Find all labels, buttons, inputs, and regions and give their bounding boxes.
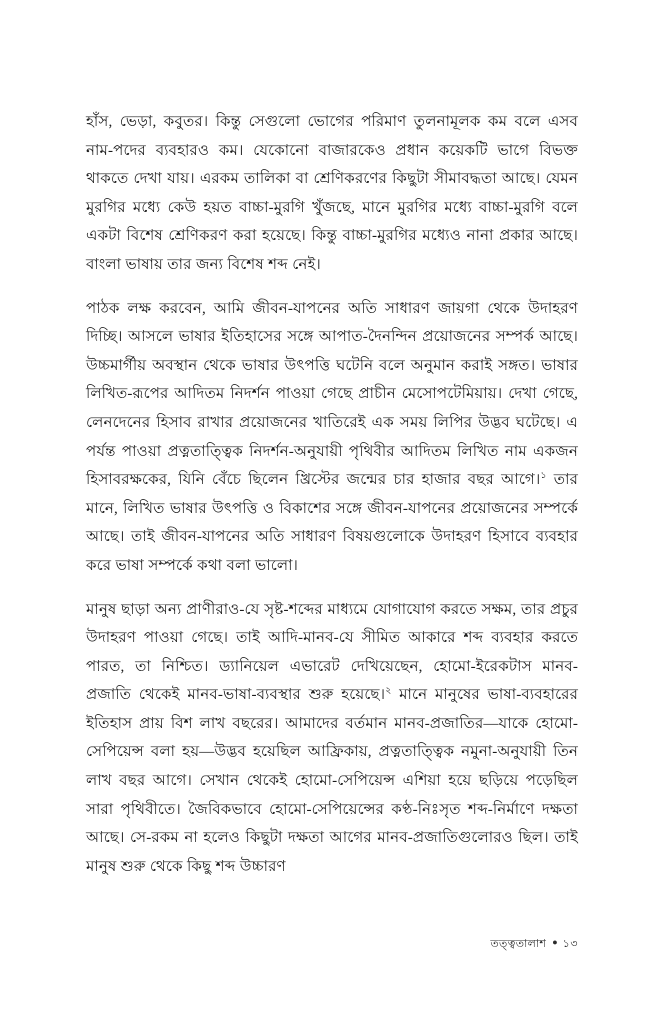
- paragraph-3-text-before-footnote: মানুষ ছাড়া অন্য প্রাণীরাও-যে সৃষ্ট-শব্দের মাধ্যমে যোগাযোগ করতে সক্ষম, তার প্রচুর উদাহরণ পাওয়া গেছে। তাই আদি-মানব-যে সীমিত আকারে শব্দ ব্যবহার করতে পারত, তা নিশ্চিত। ড্যানিয়েল এভারেট দেখিয়েছেন, হোমো-ইরেকটাস মানব-প্রজাতি থেকেই মানব-ভাষা-ব্যবস্থার শুরু হয়েছে।: [86, 601, 578, 704]
- page-footer: [86, 936, 578, 952]
- paragraph-2-text-after-footnote: তার মানে, লিখিত ভাষার উৎপত্তি ও বিকাশের সঙ্গে জীবন-যাপনের প্রয়োজনের সম্পর্কে আছে। তাই জীবন-যাপনের অতি সাধারণ বিষয়গুলোকে উদাহরণ হিসাবে ব্যবহার করে ভাষা সম্পর্কে কথা বলা ভালো।: [86, 472, 578, 574]
- page-text-block: [86, 108, 578, 881]
- body-paragraph-2: [86, 295, 578, 581]
- footnote-marker-2: ২: [385, 686, 392, 697]
- paragraph-3-text-after-footnote: মানে মানুষের ভাষা-ব্যবহারের ইতিহাস প্রায় বিশ লাখ বছরের। আমাদের বর্তমান মানব-প্রজাতির—যাকে হোমো-সেপিয়েন্স বলা হয়—উদ্ভব হয়েছিল আফ্রিকায়, প্রত্নতাত্ত্বিক নমুনা-অনুযায়ী তিন লাখ বছর আগে। সেখান থেকেই হোমো-সেপিয়েন্স এশিয়া হয়ে ছড়িয়ে পড়েছিল সারা পৃথিবীতে। জৈবিকভাবে হোমো-সেপিয়েন্সের কণ্ঠ-নিঃসৃত শব্দ-নির্মাণে দক্ষতা আছে। সে-রকম না হলেও কিছুটা দক্ষতা আগের মানব-প্রজাতিগুলোরও ছিল। তাই মানুষ শুরু থেকে কিছু শব্দ উচ্চারণ: [86, 687, 578, 875]
- paragraph-2-text-before-footnote: পাঠক লক্ষ করবেন, আমি জীবন-যাপনের অতি সাধারণ জায়গা থেকে উদাহরণ দিচ্ছি। আসলে ভাষার ইতিহাসের সঙ্গে আপাত-দৈনন্দিন প্রয়োজনের সম্পর্ক আছে। উচ্চমার্গীয় অবস্থান থেকে ভাষার উৎপত্তি ঘটেনি বলে অনুমান করাই সঙ্গত। ভাষার লিখিত-রূপের আদিতম নিদর্শন পাওয়া গেছে প্রাচীন মেসোপটেমিয়ায়। দেখা গেছে, লেনদেনের হিসাব রাখার প্রয়োজনের খাতিরেই এক সময় লিপির উদ্ভব ঘটেছে। এ পর্যন্ত পাওয়া প্রত্নতাত্ত্বিক নিদর্শন-অনুযায়ী পৃথিবীর আদিতম লিখিত নাম একজন হিসাবরক্ষকের, যিনি বেঁচে ছিলেন খ্রিস্টের জন্মের চার হাজার বছর আগে।: [86, 300, 578, 489]
- body-paragraph-3: [86, 596, 578, 882]
- footer-separator-dot-icon: ●: [552, 937, 558, 947]
- footnote-marker-1: ১: [540, 471, 547, 482]
- footer-book-title: তত্ত্বতালাশ: [490, 938, 547, 950]
- body-paragraph-1: [86, 108, 578, 280]
- paragraph-1-text: হাঁস, ভেড়া, কবুতর। কিন্তু সেগুলো ভোগের পরিমাণ তুলনামূলক কম বলে এসব নাম-পদের ব্যবহারও কম। যেকোনো বাজারকেও প্রধান কয়েকটি ভাগে বিভক্ত থাকতে দেখা যায়। এরকম তালিকা বা শ্রেণিকরণের কিছুটা সীমাবদ্ধতা আছে। যেমন মুরগির মধ্যে কেউ হয়ত বাচ্চা-মুরগি খুঁজছে, মানে মুরগির মধ্যে বাচ্চা-মুরগি বলে একটা বিশেষ শ্রেণিকরণ করা হয়েছে। কিন্তু বাচ্চা-মুরগির মধ্যেও নানা প্রকার আছে। বাংলা ভাষায় তার জন্য বিশেষ শব্দ নেই।: [86, 114, 578, 273]
- page-number: ১৩: [562, 938, 578, 950]
